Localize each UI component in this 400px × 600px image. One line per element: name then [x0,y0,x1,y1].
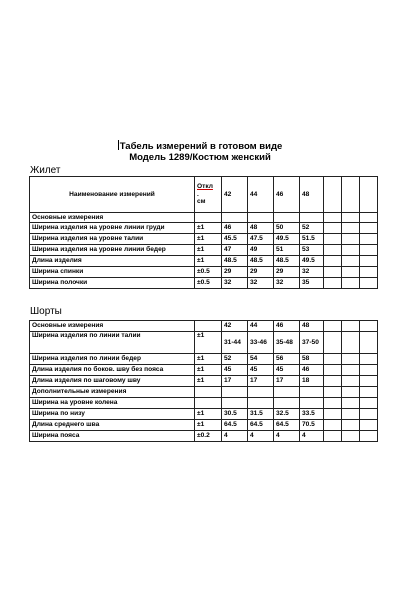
row-name: Ширина пояса [30,431,195,442]
row-value: 64.5 [274,420,300,431]
empty-cell [342,256,360,267]
empty-cell [360,409,378,420]
row-value: 29 [274,267,300,278]
empty-cell [324,223,342,234]
row-tolerance: ±1 [195,234,222,245]
row-name: Ширина полочки [30,278,195,289]
header-tolerance-dot: . [197,190,199,198]
row-tolerance: ±1 [195,420,222,431]
row-value: 35 [300,278,324,289]
row-value: 49.5 [300,256,324,267]
row-tolerance [195,398,222,409]
vest-row-hips [30,245,378,256]
row-name: Длина изделия [30,256,195,267]
header-size-48: 48 [300,177,324,213]
empty-cell [324,234,342,245]
empty-cell [342,354,360,365]
row-value: 64.5 [248,420,274,431]
row-value: 52 [300,223,324,234]
row-value [248,398,274,409]
row-value: 18 [300,376,324,387]
header-size-44: 44 [248,177,274,213]
row-tolerance [195,387,222,398]
vest-row-waist [30,234,378,245]
empty-cell [360,420,378,431]
row-name: Ширина изделия по линии бедер [30,354,195,365]
empty-cell [324,256,342,267]
empty-cell [360,223,378,234]
empty-cell [360,234,378,245]
empty-cell [360,177,378,213]
shorts-row-hem [30,409,378,420]
empty-cell [324,409,342,420]
empty-cell [324,245,342,256]
row-value: 47 [222,245,248,256]
empty-cell [342,376,360,387]
row-value: 45 [274,365,300,376]
row-value: 49.5 [274,234,300,245]
header-size-46: 46 [274,177,300,213]
row-value [222,398,248,409]
vest-row-basic [30,213,378,223]
empty-cell [342,409,360,420]
row-name: Ширина изделия на уровне линии бедер [30,245,195,256]
empty-cell [360,376,378,387]
row-tolerance: ±0.5 [195,278,222,289]
row-tolerance: ±0.5 [195,267,222,278]
row-value: 45 [222,365,248,376]
row-value: 51 [274,245,300,256]
row-value [274,398,300,409]
empty-cell [360,321,378,332]
empty-cell [342,431,360,442]
row-value: 31.5 [248,409,274,420]
row-value: 53 [300,245,324,256]
row-value: 4 [300,431,324,442]
row-name: Ширина спинки [30,267,195,278]
shorts-row-waistband [30,431,378,442]
empty-cell [324,431,342,442]
row-tolerance: ±1 [195,365,222,376]
empty-cell [342,267,360,278]
empty-cell [360,245,378,256]
row-value: 50 [274,223,300,234]
row-value: 51.5 [300,234,324,245]
empty-cell [324,213,342,223]
empty-cell [342,365,360,376]
empty-cell [324,387,342,398]
row-value: 35-48 [274,332,300,354]
row-name: Дополнительные измерения [30,387,195,398]
row-name: Длина изделия по шаговому шву [30,376,195,387]
row-name: Длина изделия по боков. шву без пояса [30,365,195,376]
row-value: 48.5 [274,256,300,267]
vest-row-back-width [30,267,378,278]
empty-cell [342,223,360,234]
row-tolerance: ±1 [195,332,222,354]
empty-cell [324,321,342,332]
empty-cell [342,245,360,256]
row-value: 4 [248,431,274,442]
row-name: Ширина по низу [30,409,195,420]
row-value: 17 [274,376,300,387]
empty-cell [360,365,378,376]
shorts-row-side-length [30,365,378,376]
row-value: 29 [222,267,248,278]
vest-section-title: Жилет [30,165,61,176]
header-size-42: 42 [222,177,248,213]
text-cursor [118,140,119,150]
row-name: Ширина изделия на уровне талии [30,234,195,245]
vest-header-row [30,177,378,213]
row-value: 48 [300,321,324,332]
row-value: 32 [222,278,248,289]
row-value: 44 [248,321,274,332]
row-value: 49 [248,245,274,256]
row-value [274,213,300,223]
row-value: 31-44 [222,332,248,354]
shorts-row-rise [30,420,378,431]
row-value: 17 [248,376,274,387]
empty-cell [360,431,378,442]
row-name: Ширина изделия на уровне линии груди [30,223,195,234]
empty-cell [360,278,378,289]
row-value: 37-50 [300,332,324,354]
shorts-section-title: Шорты [30,306,62,317]
header-tolerance-unit: см [197,198,206,206]
row-tolerance: ±0.2 [195,431,222,442]
row-value [274,387,300,398]
row-value: 64.5 [222,420,248,431]
shorts-row-waist [30,332,378,354]
empty-cell [324,420,342,431]
row-value: 46 [300,365,324,376]
row-value: 56 [274,354,300,365]
empty-cell [324,365,342,376]
row-value: 48 [248,223,274,234]
empty-cell [342,387,360,398]
row-value: 29 [248,267,274,278]
row-name: Основные измерения [30,321,195,332]
empty-cell [342,420,360,431]
row-tolerance: ±1 [195,409,222,420]
row-value: 48.5 [222,256,248,267]
row-value: 48.5 [248,256,274,267]
row-value: 45 [248,365,274,376]
row-value: 52 [222,354,248,365]
row-name: Ширина на уровне колена [30,398,195,409]
empty-cell [360,213,378,223]
row-value [248,387,274,398]
empty-cell [342,321,360,332]
row-value: 33.5 [300,409,324,420]
row-tolerance [195,321,222,332]
empty-cell [342,278,360,289]
document-subtitle: Модель 1289/Костюм женский [129,152,271,163]
empty-cell [342,213,360,223]
row-tolerance [195,213,222,223]
row-value [300,398,324,409]
header-tolerance-label: Откл [197,183,213,191]
empty-cell [324,177,342,213]
row-value: 46 [274,321,300,332]
row-tolerance: ±1 [195,256,222,267]
row-value [248,213,274,223]
empty-cell [324,278,342,289]
shorts-row-additional [30,387,378,398]
row-value: 17 [222,376,248,387]
empty-cell [360,256,378,267]
shorts-row-basic [30,321,378,332]
row-value: 54 [248,354,274,365]
empty-cell [342,332,360,354]
header-measurement-name: Наименование измерений [30,177,195,213]
empty-cell [360,332,378,354]
empty-cell [360,267,378,278]
row-value [222,213,248,223]
empty-cell [342,177,360,213]
row-value: 46 [222,223,248,234]
row-value: 33-46 [248,332,274,354]
row-value [300,213,324,223]
row-tolerance: ±1 [195,376,222,387]
empty-cell [324,332,342,354]
row-value: 47.5 [248,234,274,245]
row-value: 58 [300,354,324,365]
document-title [0,140,400,152]
vest-row-length [30,256,378,267]
empty-cell [324,267,342,278]
row-value: 32 [274,278,300,289]
row-value: 4 [274,431,300,442]
shorts-row-knee [30,398,378,409]
empty-cell [360,387,378,398]
row-value: 4 [222,431,248,442]
empty-cell [360,398,378,409]
vest-measurements-table [29,176,378,289]
row-tolerance: ±1 [195,354,222,365]
header-tolerance [195,177,222,213]
shorts-row-inseam [30,376,378,387]
empty-cell [342,234,360,245]
vest-row-chest [30,223,378,234]
empty-cell [324,398,342,409]
shorts-measurements-table [29,320,378,442]
row-value [222,387,248,398]
row-value: 32 [248,278,274,289]
row-name: Основные измерения [30,213,195,223]
row-name: Ширина изделия по линии талии [30,332,195,354]
row-value: 32.5 [274,409,300,420]
row-value: 42 [222,321,248,332]
row-tolerance: ±1 [195,223,222,234]
row-value: 32 [300,267,324,278]
empty-cell [324,354,342,365]
document-title-text: Табель измерений в готовом виде [119,141,283,152]
row-tolerance: ±1 [195,245,222,256]
row-value: 45.5 [222,234,248,245]
empty-cell [360,354,378,365]
row-name: Длина среднего шва [30,420,195,431]
empty-cell [324,376,342,387]
row-value [300,387,324,398]
vest-row-front-width [30,278,378,289]
row-value: 30.5 [222,409,248,420]
empty-cell [342,398,360,409]
shorts-row-hips [30,354,378,365]
row-value: 70.5 [300,420,324,431]
